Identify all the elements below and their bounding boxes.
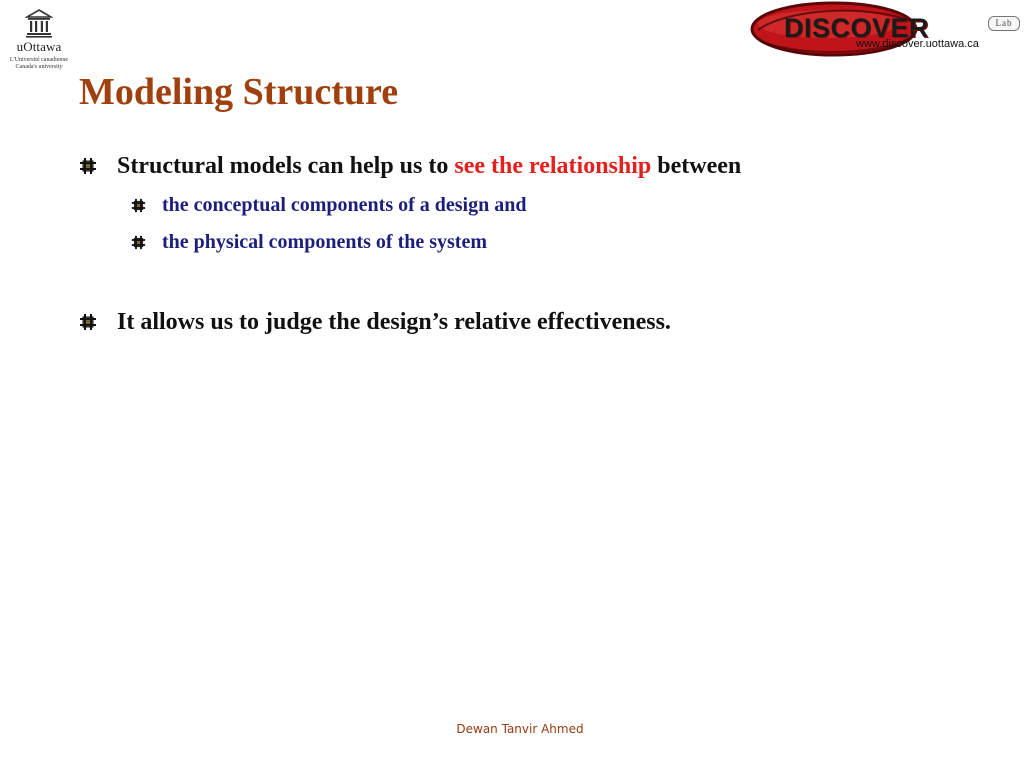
slide-title: Modeling Structure — [79, 71, 399, 113]
bullet-1-highlight: see the relationship — [454, 153, 652, 179]
bullet-item-1 — [79, 153, 741, 180]
bullet-1-text-after: between — [651, 153, 742, 179]
sub-bullet-2-text: the physical components of the system — [162, 231, 487, 253]
uottawa-name: uOttawa — [16, 39, 62, 54]
sub-bullet-item-2 — [131, 231, 487, 254]
bullet-item-2 — [79, 309, 671, 336]
square-grid-bullet-icon — [131, 196, 162, 219]
bullet-2-text: It allows us to judge the design’s relative effectiveness. — [117, 309, 671, 335]
square-grid-bullet-icon — [131, 233, 162, 256]
sub-bullet-item-1 — [131, 194, 526, 217]
uottawa-tagline-en: Canada's university — [15, 64, 63, 70]
footer-author: Dewan Tanvir Ahmed — [456, 722, 584, 736]
uottawa-tagline-fr: L'Université canadienne — [9, 57, 69, 63]
discover-lab-logo — [748, 0, 1018, 62]
building-columns-icon — [25, 8, 53, 38]
square-grid-bullet-icon — [79, 155, 117, 182]
square-grid-bullet-icon — [79, 311, 117, 338]
sub-bullet-1-text: the conceptual components of a design and — [162, 194, 527, 216]
bullet-1-text — [117, 153, 741, 180]
uottawa-logo — [6, 8, 72, 71]
bullet-1-text-before: Structural models can help us to — [117, 153, 455, 179]
discover-lab-badge: Lab — [988, 16, 1020, 31]
discover-wordmark: DISCOVER — [784, 13, 930, 43]
discover-url: www.discover.uottawa.ca — [856, 38, 979, 50]
